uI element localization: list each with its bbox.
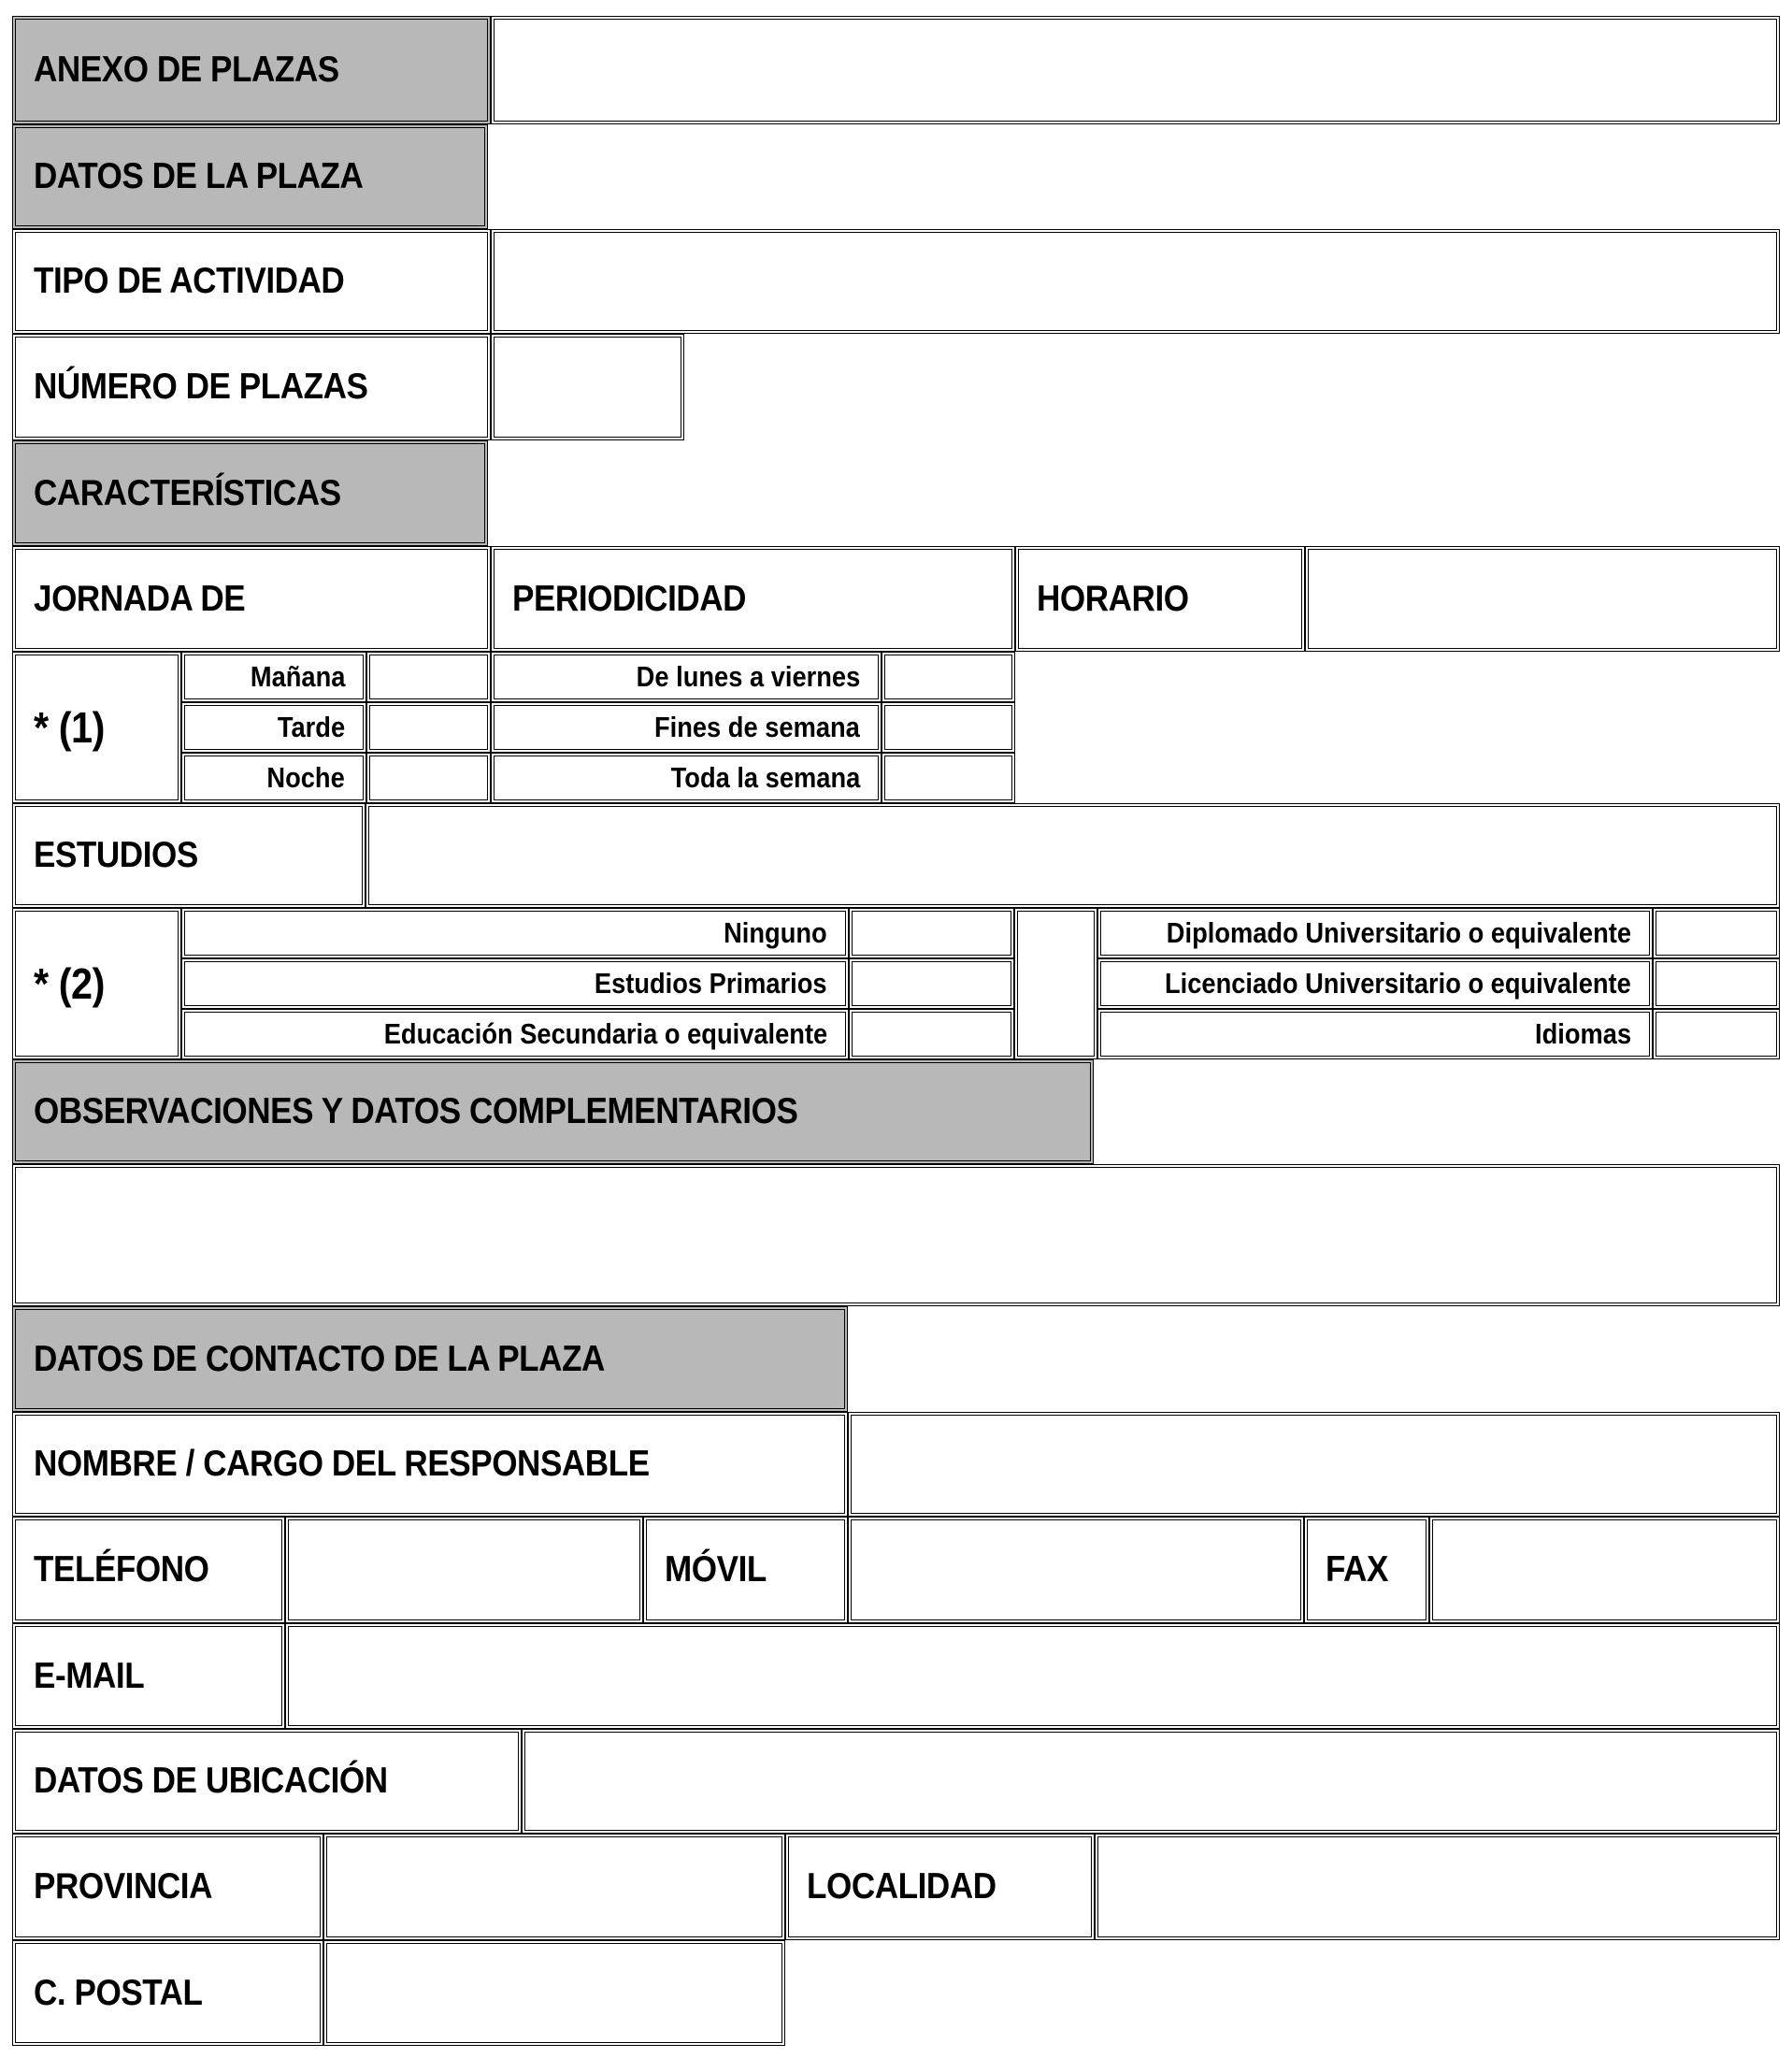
tipo-actividad-label: TIPO DE ACTIVIDAD bbox=[34, 261, 345, 301]
movil-field[interactable] bbox=[848, 1517, 1304, 1623]
jornada-manana-checkbox[interactable] bbox=[366, 652, 491, 702]
periodicidad-option-label: Toda la semana bbox=[670, 761, 860, 794]
responsable-label-cell bbox=[12, 1412, 848, 1517]
observaciones-header bbox=[12, 1059, 1094, 1164]
localidad-label-cell bbox=[785, 1834, 1095, 1940]
cpostal-label: C. POSTAL bbox=[34, 1972, 203, 2013]
estudios-label-cell bbox=[12, 803, 366, 908]
ubicacion-label-cell bbox=[12, 1729, 522, 1834]
horario-field[interactable] bbox=[1305, 546, 1780, 652]
note2-cell bbox=[12, 908, 181, 1059]
estudios-option-ninguno bbox=[181, 908, 849, 958]
estudios-idiomas-checkbox[interactable] bbox=[1653, 1009, 1780, 1059]
note2-label: * (2) bbox=[34, 959, 105, 1008]
estudios-option-label: Ninguno bbox=[724, 916, 827, 949]
note1-cell bbox=[12, 652, 181, 803]
jornada-label: JORNADA DE bbox=[34, 578, 246, 619]
estudios-secundaria-checkbox[interactable] bbox=[849, 1009, 1014, 1059]
estudios-option-label: Idiomas bbox=[1534, 1017, 1631, 1050]
jornada-noche-checkbox[interactable] bbox=[366, 753, 491, 803]
estudios-primarios-checkbox[interactable] bbox=[849, 958, 1014, 1009]
estudios-option-primarios bbox=[181, 958, 849, 1009]
contacto-header bbox=[12, 1306, 848, 1412]
movil-label-cell bbox=[643, 1517, 848, 1623]
periodicidad-fines-semana-checkbox[interactable] bbox=[882, 702, 1015, 753]
cpostal-label-cell bbox=[12, 1940, 323, 2046]
movil-label: MÓVIL bbox=[665, 1549, 767, 1590]
jornada-option-label: Mañana bbox=[250, 660, 345, 693]
email-label: E-MAIL bbox=[34, 1655, 145, 1696]
estudios-label: ESTUDIOS bbox=[34, 835, 198, 875]
datos-plaza-header bbox=[12, 124, 488, 229]
numero-plazas-label-cell bbox=[12, 334, 491, 440]
cpostal-field[interactable] bbox=[323, 1940, 785, 2046]
estudios-option-licenciado bbox=[1097, 958, 1653, 1009]
jornada-option-manana bbox=[181, 652, 366, 702]
jornada-label-cell bbox=[12, 546, 491, 652]
jornada-tarde-checkbox[interactable] bbox=[366, 702, 491, 753]
estudios-option-label: Licenciado Universitario o equivalente bbox=[1165, 967, 1631, 1000]
telefono-field[interactable] bbox=[285, 1517, 643, 1623]
ubicacion-field[interactable] bbox=[522, 1729, 1780, 1834]
numero-plazas-field[interactable] bbox=[491, 334, 684, 440]
numero-plazas-label: NÚMERO DE PLAZAS bbox=[34, 367, 368, 407]
telefono-label-cell bbox=[12, 1517, 285, 1623]
periodicidad-toda-semana-checkbox[interactable] bbox=[882, 753, 1015, 803]
estudios-option-label: Diplomado Universitario o equivalente bbox=[1166, 916, 1631, 949]
estudios-field[interactable] bbox=[366, 803, 1780, 908]
email-field[interactable] bbox=[285, 1623, 1780, 1729]
estudios-option-diplomado bbox=[1097, 908, 1653, 958]
horario-label: HORARIO bbox=[1037, 578, 1189, 619]
jornada-option-label: Tarde bbox=[277, 711, 345, 743]
periodicidad-option-label: Fines de semana bbox=[654, 711, 860, 743]
fax-label-cell bbox=[1304, 1517, 1429, 1623]
periodicidad-option-toda-semana bbox=[491, 753, 882, 803]
periodicidad-option-lunes-viernes bbox=[491, 652, 882, 702]
localidad-field[interactable] bbox=[1095, 1834, 1780, 1940]
estudios-ninguno-checkbox[interactable] bbox=[849, 908, 1014, 958]
tipo-actividad-label-cell bbox=[12, 229, 491, 334]
periodicidad-lunes-viernes-checkbox[interactable] bbox=[882, 652, 1015, 702]
observaciones-title: OBSERVACIONES Y DATOS COMPLEMENTARIOS bbox=[34, 1091, 798, 1131]
estudios-licenciado-checkbox[interactable] bbox=[1653, 958, 1780, 1009]
estudios-option-secundaria bbox=[181, 1009, 849, 1059]
anexo-title-cell bbox=[12, 16, 491, 124]
jornada-option-tarde bbox=[181, 702, 366, 753]
fax-field[interactable] bbox=[1429, 1517, 1780, 1623]
provincia-label: PROVINCIA bbox=[34, 1866, 212, 1907]
provincia-field[interactable] bbox=[323, 1834, 785, 1940]
estudios-spacer-cell bbox=[1014, 908, 1097, 1059]
fax-label: FAX bbox=[1326, 1549, 1388, 1590]
contacto-title: DATOS DE CONTACTO DE LA PLAZA bbox=[34, 1338, 605, 1379]
provincia-label-cell bbox=[12, 1834, 323, 1940]
periodicidad-label: PERIODICIDAD bbox=[512, 578, 747, 619]
estudios-diplomado-checkbox[interactable] bbox=[1653, 908, 1780, 958]
datos-plaza-title: DATOS DE LA PLAZA bbox=[34, 156, 364, 196]
responsable-label: NOMBRE / CARGO DEL RESPONSABLE bbox=[34, 1444, 650, 1484]
telefono-label: TELÉFONO bbox=[34, 1549, 209, 1590]
periodicidad-option-label: De lunes a viernes bbox=[636, 660, 860, 693]
responsable-field[interactable] bbox=[848, 1412, 1780, 1517]
ubicacion-title: DATOS DE UBICACIÓN bbox=[34, 1761, 388, 1801]
estudios-option-label: Estudios Primarios bbox=[595, 967, 827, 1000]
jornada-option-noche bbox=[181, 753, 366, 803]
tipo-actividad-field[interactable] bbox=[491, 229, 1780, 334]
periodicidad-label-cell bbox=[491, 546, 1015, 652]
periodicidad-option-fines-semana bbox=[491, 702, 882, 753]
anexo-field[interactable] bbox=[491, 16, 1780, 124]
email-label-cell bbox=[12, 1623, 285, 1729]
estudios-option-label: Educación Secundaria o equivalente bbox=[383, 1017, 827, 1050]
jornada-option-label: Noche bbox=[266, 761, 345, 794]
horario-label-cell bbox=[1015, 546, 1305, 652]
localidad-label: LOCALIDAD bbox=[807, 1866, 996, 1907]
caracteristicas-header bbox=[12, 440, 488, 546]
caracteristicas-title: CARACTERÍSTICAS bbox=[34, 472, 341, 513]
anexo-title: ANEXO DE PLAZAS bbox=[34, 50, 339, 90]
estudios-option-idiomas bbox=[1097, 1009, 1653, 1059]
observaciones-field[interactable] bbox=[12, 1164, 1780, 1306]
note1-label: * (1) bbox=[34, 703, 105, 752]
